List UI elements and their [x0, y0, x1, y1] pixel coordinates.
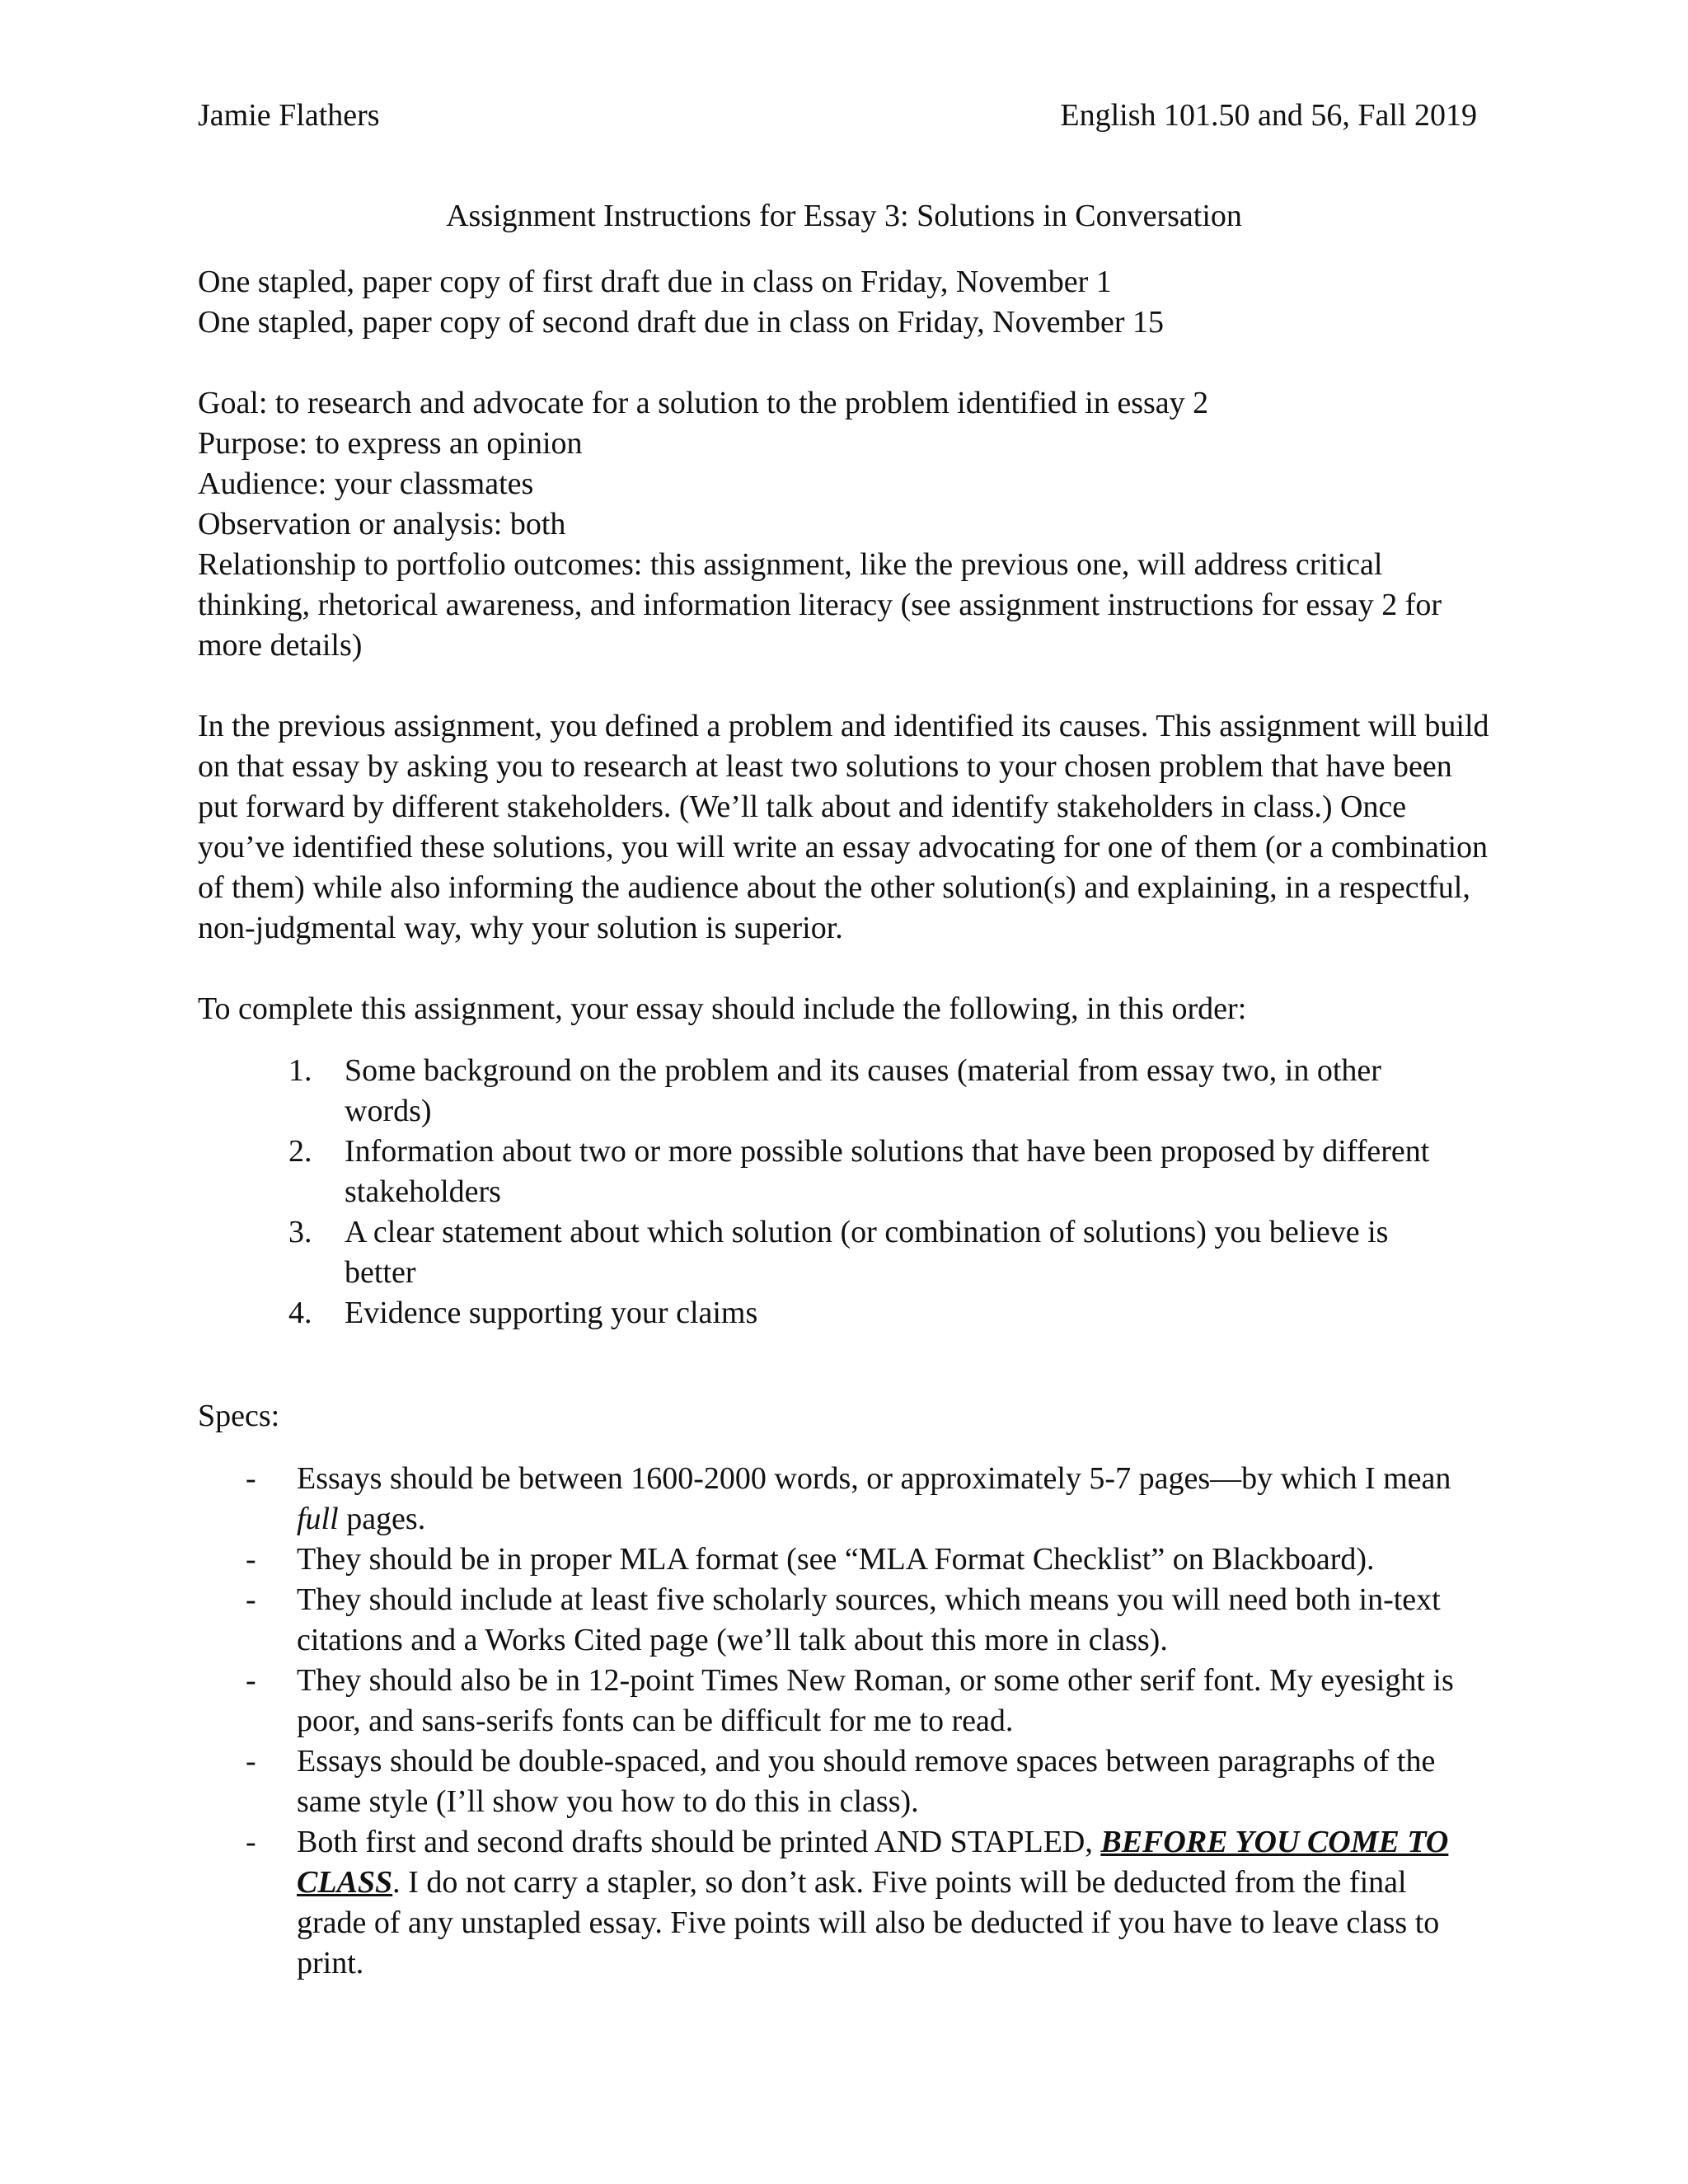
observation-line: Observation or analysis: both: [198, 507, 566, 541]
list-dash: -: [246, 1542, 256, 1577]
list-item: [288, 1132, 1467, 1212]
list-item: [239, 1822, 1475, 1984]
intro-paragraph: In the previous assignment, you defined a problem and identified its causes. This assignment will build on that essay by asking you to research at least two solutions to your chosen problem that have been put forward by different stakeholders. (We’ll talk about and identify stakeholders in class.) Once you’ve identified these solutions, you will write an essay advocating for one of them (or a combination of them) while also informing the audience about the other solution(s) and explaining, in a respectful, non-judgmental way, why your solution is superior.: [198, 709, 1489, 945]
assignment-meta: [198, 383, 1496, 666]
list-item: [239, 1459, 1475, 1540]
list-item: [239, 1580, 1475, 1661]
list-item-text: Evidence supporting your claims: [345, 1296, 758, 1330]
specs-heading: Specs:: [198, 1399, 280, 1433]
document-title: Assignment Instructions for Essay 3: Solutions in Conversation: [446, 199, 1242, 233]
spec-length-emphasis: full: [297, 1502, 339, 1536]
spec-stapling-text: Both first and second drafts should be printed AND STAPLED,: [297, 1825, 1093, 1859]
order-intro: To complete this assignment, your essay should include the following, in this order:: [198, 991, 1247, 1026]
list-item-text: Some background on the problem and its causes (material from essay two, in other words): [345, 1053, 1381, 1128]
relationship-paragraph: Relationship to portfolio outcomes: this assignment, like the previous one, will address critical thinking, rhetorical awareness, and information literacy (see assignment instructions for essay 2 for more details): [198, 547, 1442, 663]
required-components-list: [288, 1051, 1467, 1333]
spec-spacing-text: Essays should be double-spaced, and you should remove spaces between paragraphs of the same style (I’ll show you how to do this in class).: [297, 1744, 1436, 1819]
list-dash: -: [246, 1461, 256, 1496]
page-header: [198, 97, 1477, 143]
list-item-text: A clear statement about which solution (or combination of solutions) you believe is better: [345, 1215, 1389, 1290]
spec-stapling-end: . I do not carry a stapler, so don’t ask. Five points will be deducted from the final grade of any unstapled essay. Five points will also be deducted if you have to leave class to print.: [297, 1865, 1440, 1980]
list-number: 1.: [288, 1053, 312, 1088]
list-dash: -: [246, 1582, 256, 1617]
list-dash: -: [246, 1825, 256, 1859]
list-item-text: Information about two or more possible solutions that have been proposed by different stakeholders: [345, 1134, 1430, 1209]
list-dash: -: [246, 1663, 256, 1698]
goal-line: Goal: to research and advocate for a solution to the problem identified in essay 2: [198, 386, 1209, 420]
list-number: 4.: [288, 1296, 312, 1330]
spec-length-text: Essays should be between 1600-2000 words, or approximately 5-7 pages—by which I mean: [297, 1461, 1451, 1496]
spec-sources-text: They should include at least five scholarly sources, which means you will need both in-text citations and a Works Cited page (we’ll talk about this more in class).: [297, 1582, 1441, 1657]
list-item: [239, 1661, 1475, 1741]
spec-font-text: They should also be in 12-point Times New Roman, or some other serif font. My eyesight is poor, and sans-serifs fonts can be difficult for me to read.: [297, 1663, 1454, 1738]
due-dates: [198, 262, 1496, 343]
due-date-first-draft: One stapled, paper copy of first draft due in class on Friday, November 1: [198, 265, 1112, 299]
list-item: [288, 1293, 1467, 1333]
list-item: [239, 1741, 1475, 1822]
audience-line: Audience: your classmates: [198, 466, 534, 501]
spec-stapling-emphasis: BEFORE YOU COME TO CLASS: [297, 1825, 1449, 1900]
due-date-second-draft: One stapled, paper copy of second draft due in class on Friday, November 15: [198, 305, 1165, 340]
list-number: 3.: [288, 1215, 312, 1249]
list-item: [288, 1212, 1467, 1293]
spec-format-text: They should be in proper MLA format (see “MLA Format Checklist” on Blackboard).: [297, 1542, 1375, 1577]
list-dash: -: [246, 1744, 256, 1779]
course-info: English 101.50 and 56, Fall 2019: [1060, 98, 1477, 133]
spec-length-end: pages.: [346, 1502, 426, 1536]
list-item: [239, 1540, 1475, 1580]
list-item: [288, 1051, 1467, 1132]
purpose-line: Purpose: to express an opinion: [198, 426, 583, 461]
author-name: Jamie Flathers: [198, 98, 380, 133]
specs-list: [239, 1459, 1475, 1984]
list-number: 2.: [288, 1134, 312, 1169]
